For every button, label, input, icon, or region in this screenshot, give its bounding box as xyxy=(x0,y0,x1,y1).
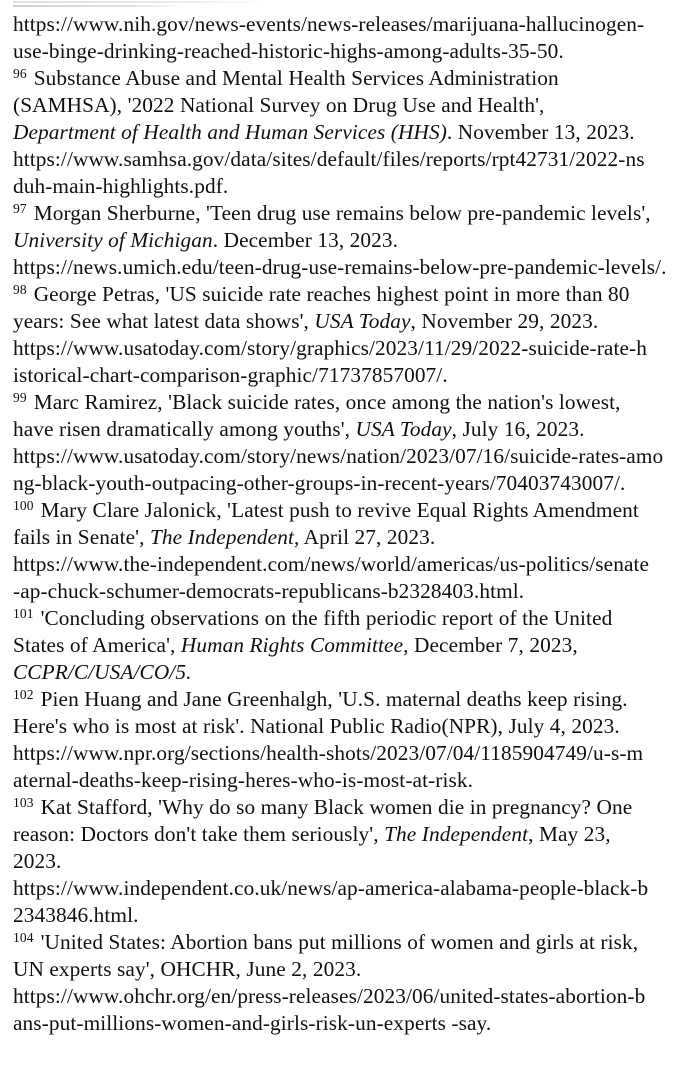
footnote-text: , July 16, 2023. xyxy=(451,417,585,441)
footnote-text: aternal-deaths-keep-rising-heres-who-is-most-at-risk. xyxy=(13,768,474,792)
footnote-text: Morgan Sherburne, 'Teen drug use remains below pre-pandemic levels', xyxy=(33,201,651,225)
footnote-line xyxy=(13,227,697,254)
footnote-line xyxy=(13,686,697,713)
footnote-text: https://www.usatoday.com/story/graphics/2023/11/29/2022-suicide-rate-h xyxy=(13,336,647,360)
footnote-number: 102 xyxy=(13,686,34,702)
footnote-line xyxy=(13,335,697,362)
footnote-line xyxy=(13,902,697,929)
footnote-line xyxy=(13,497,697,524)
footnote-text-italic: Department of Health and Human Services (HHS) xyxy=(13,120,447,144)
footnote-text: 'Concluding observations on the fifth periodic report of the United xyxy=(40,606,613,630)
footnote-text: George Petras, 'US suicide rate reaches highest point in more than 80 xyxy=(33,282,630,306)
footnote-line xyxy=(13,65,697,92)
footnote-line xyxy=(13,632,697,659)
footnote-number: 99 xyxy=(13,389,27,405)
footnote-text: ng-black-youth-outpacing-other-groups-in-recent-years/70403743007/. xyxy=(13,471,626,495)
footnote-text: reason: Doctors don't take them seriously', xyxy=(13,822,385,846)
footnote-text: https://www.the-independent.com/news/world/americas/us-politics/senate xyxy=(13,552,650,576)
footnote-number: 100 xyxy=(13,497,34,513)
cropped-line-artifact xyxy=(13,1,273,8)
footnotes-block xyxy=(13,11,697,1037)
footnote-line xyxy=(13,578,697,605)
footnote-line xyxy=(13,875,697,902)
footnote-line xyxy=(13,713,697,740)
footnote-text: , November 29, 2023. xyxy=(410,309,599,333)
footnote-line xyxy=(13,362,697,389)
footnote-text: use-binge-drinking-reached-historic-highs-among-adults-35-50. xyxy=(13,39,564,63)
footnote-text: , December 7, 2023, xyxy=(403,633,578,657)
footnote-line xyxy=(13,956,697,983)
footnote-number: 98 xyxy=(13,281,27,297)
footnote-text: Here's who is most at risk'. National Public Radio(NPR), July 4, 2023. xyxy=(13,714,620,738)
footnote-text: -ap-chuck-schumer-democrats-republicans-b2328403.html. xyxy=(13,579,525,603)
footnote-line xyxy=(13,605,697,632)
footnote-line xyxy=(13,794,697,821)
footnote-line xyxy=(13,200,697,227)
footnote-line xyxy=(13,308,697,335)
footnote-line xyxy=(13,983,697,1010)
footnote-line xyxy=(13,470,697,497)
footnote-line xyxy=(13,767,697,794)
footnote-text: years: See what latest data shows', xyxy=(13,309,315,333)
cropped-line-artifact-lower xyxy=(13,5,185,7)
footnote-text: Marc Ramirez, 'Black suicide rates, once among the nation's lowest, xyxy=(33,390,621,414)
footnote-text: https://www.samhsa.gov/data/sites/default/files/reports/rpt42731/2022-ns xyxy=(13,147,645,171)
footnote-line xyxy=(13,119,697,146)
footnote-text-italic: University of Michigan xyxy=(13,228,213,252)
footnote-number: 103 xyxy=(13,794,34,810)
footnote-line xyxy=(13,146,697,173)
footnote-text: https://www.npr.org/sections/health-shots/2023/07/04/1185904749/u-s-m xyxy=(13,741,644,765)
footnote-text: 2023. xyxy=(13,849,62,873)
footnote-text: duh-main-highlights.pdf. xyxy=(13,174,229,198)
footnote-number: 101 xyxy=(13,605,34,621)
footnote-text-italic: The Independent xyxy=(384,822,529,846)
footnote-line xyxy=(13,443,697,470)
footnote-line xyxy=(13,416,697,443)
footnote-line xyxy=(13,848,697,875)
footnote-text: Kat Stafford, 'Why do so many Black women die in pregnancy? One xyxy=(40,795,633,819)
footnote-text: https://www.nih.gov/news-events/news-releases/marijuana-hallucinogen- xyxy=(13,12,645,36)
footnote-text: https://www.independent.co.uk/news/ap-america-alabama-people-black-b xyxy=(13,876,649,900)
footnote-text: 'United States: Abortion bans put millions of women and girls at risk, xyxy=(40,930,639,954)
footnote-text: https://www.ohchr.org/en/press-releases/2023/06/united-states-abortion-b xyxy=(13,984,646,1008)
footnote-text: fails in Senate', xyxy=(13,525,150,549)
footnote-line xyxy=(13,281,697,308)
footnote-line xyxy=(13,92,697,119)
footnote-line xyxy=(13,254,697,281)
footnote-text: ans-put-millions-women-and-girls-risk-un-experts -say. xyxy=(13,1011,492,1035)
footnote-text: 2343846.html. xyxy=(13,903,139,927)
footnote-line xyxy=(13,38,697,65)
footnote-line xyxy=(13,1010,697,1037)
footnote-line xyxy=(13,389,697,416)
footnote-line xyxy=(13,11,697,38)
footnote-text: Substance Abuse and Mental Health Services Administration xyxy=(33,66,559,90)
footnote-text: States of America', xyxy=(13,633,181,657)
footnote-number: 96 xyxy=(13,65,27,81)
footnote-text: UN experts say', OHCHR, June 2, 2023. xyxy=(13,957,362,981)
footnote-line xyxy=(13,659,697,686)
footnote-text: https://www.usatoday.com/story/news/nation/2023/07/16/suicide-rates-amo xyxy=(13,444,664,468)
footnote-text: . November 13, 2023. xyxy=(446,120,635,144)
footnote-line xyxy=(13,821,697,848)
footnote-line xyxy=(13,551,697,578)
footnote-line xyxy=(13,740,697,767)
footnote-text: istorical-chart-comparison-graphic/71737857007/. xyxy=(13,363,448,387)
footnote-text-italic: USA Today xyxy=(355,417,452,441)
footnote-text: have risen dramatically among youths', xyxy=(13,417,356,441)
footnote-line xyxy=(13,173,697,200)
footnote-line xyxy=(13,524,697,551)
footnote-number: 104 xyxy=(13,929,34,945)
footnote-text: https://news.umich.edu/teen-drug-use-remains-below-pre-pandemic-levels/. xyxy=(13,255,667,279)
footnote-text-italic: USA Today xyxy=(314,309,411,333)
footnote-text-italic: The Independent xyxy=(149,525,294,549)
footnote-text: . December 13, 2023. xyxy=(212,228,399,252)
cropped-line-artifact-upper xyxy=(13,1,273,3)
footnote-text: , April 27, 2023. xyxy=(293,525,436,549)
footnote-text-italic: Human Rights Committee xyxy=(180,633,404,657)
footnote-line xyxy=(13,929,697,956)
footnote-text: (SAMHSA), '2022 National Survey on Drug Use and Health', xyxy=(13,93,545,117)
footnote-text: Mary Clare Jalonick, 'Latest push to revive Equal Rights Amendment xyxy=(40,498,639,522)
footnote-text-italic: CCPR/C/USA/CO/5. xyxy=(13,660,192,684)
footnote-text: Pien Huang and Jane Greenhalgh, 'U.S. maternal deaths keep rising. xyxy=(40,687,628,711)
footnote-text: , May 23, xyxy=(528,822,611,846)
footnote-number: 97 xyxy=(13,200,27,216)
